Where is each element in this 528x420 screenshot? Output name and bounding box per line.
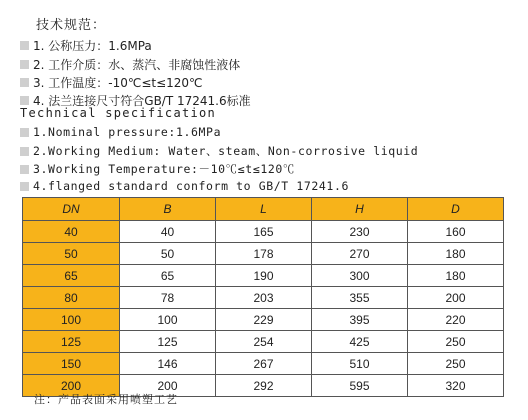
cell-d: 160 (408, 221, 504, 243)
bullet-square-icon (20, 165, 29, 174)
bullet-square-icon (20, 41, 29, 50)
spec-item-cn (20, 56, 240, 73)
spec-item-en (20, 161, 295, 177)
bullet-square-icon (20, 78, 29, 87)
spec-item-text: 3. 工作温度：-10℃≤t≤120℃ (33, 76, 203, 90)
cell-b: 50 (120, 243, 216, 265)
table-header-row (23, 198, 504, 221)
column-header-h: H (312, 198, 408, 221)
cell-dn: 65 (23, 265, 120, 287)
spec-item-en (20, 143, 418, 159)
footnote: 注：产品表面采用喷塑工艺 (34, 393, 178, 406)
cell-h: 300 (312, 265, 408, 287)
cell-l: 267 (216, 353, 312, 375)
table-row (23, 221, 504, 243)
cell-dn: 125 (23, 331, 120, 353)
cell-h: 355 (312, 287, 408, 309)
spec-item-text: 4. 法兰连接尺寸符合GB/T 17241.6标准 (33, 94, 251, 108)
cell-l: 165 (216, 221, 312, 243)
cell-l: 229 (216, 309, 312, 331)
spec-item-text: 1.Nominal pressure:1.6MPa (33, 125, 222, 139)
cell-h: 395 (312, 309, 408, 331)
cell-d: 250 (408, 331, 504, 353)
column-header-dn: DN (23, 198, 120, 221)
spec-item-en (20, 179, 349, 193)
spec-heading-en: Technical specification (20, 106, 217, 120)
spec-item-text: 2.Working Medium: Water、steam、Non-corrosive liquid (33, 144, 419, 158)
bullet-square-icon (20, 147, 29, 156)
table-row (23, 243, 504, 265)
cell-dn: 150 (23, 353, 120, 375)
dimension-table (22, 197, 504, 397)
cell-h: 230 (312, 221, 408, 243)
bullet-square-icon (20, 96, 29, 105)
column-header-l: L (216, 198, 312, 221)
table-row (23, 287, 504, 309)
bullet-square-icon (20, 60, 29, 69)
bullet-square-icon (20, 128, 29, 137)
cell-l: 292 (216, 375, 312, 397)
cell-h: 270 (312, 243, 408, 265)
table-row (23, 331, 504, 353)
cell-h: 595 (312, 375, 408, 397)
cell-d: 220 (408, 309, 504, 331)
cell-b: 146 (120, 353, 216, 375)
cell-l: 203 (216, 287, 312, 309)
spec-item-text: 3.Working Temperature:－10℃≤t≤120℃ (33, 162, 296, 176)
column-header-d: D (408, 198, 504, 221)
table-row (23, 309, 504, 331)
cell-b: 100 (120, 309, 216, 331)
spec-item-en (20, 125, 221, 139)
cell-d: 180 (408, 265, 504, 287)
column-header-b: B (120, 198, 216, 221)
table-row (23, 353, 504, 375)
cell-b: 200 (120, 375, 216, 397)
spec-item-cn (20, 37, 152, 54)
cell-d: 200 (408, 287, 504, 309)
spec-item-cn (20, 74, 203, 91)
cell-h: 510 (312, 353, 408, 375)
cell-dn: 50 (23, 243, 120, 265)
bullet-square-icon (20, 182, 29, 191)
cell-h: 425 (312, 331, 408, 353)
cell-b: 125 (120, 331, 216, 353)
spec-heading-cn: 技术规范： (36, 18, 107, 33)
cell-dn: 80 (23, 287, 120, 309)
cell-d: 320 (408, 375, 504, 397)
cell-b: 40 (120, 221, 216, 243)
cell-dn: 40 (23, 221, 120, 243)
cell-l: 254 (216, 331, 312, 353)
cell-l: 178 (216, 243, 312, 265)
cell-b: 65 (120, 265, 216, 287)
cell-d: 180 (408, 243, 504, 265)
spec-item-text: 2. 工作介质：水、蒸汽、非腐蚀性液体 (33, 58, 241, 72)
cell-d: 250 (408, 353, 504, 375)
cell-dn: 100 (23, 309, 120, 331)
cell-dn: 200 (23, 375, 120, 397)
cell-l: 190 (216, 265, 312, 287)
table-row (23, 265, 504, 287)
cell-b: 78 (120, 287, 216, 309)
spec-item-text: 1. 公称压力：1.6MPa (33, 39, 152, 53)
spec-item-text: 4.flanged standard conform to GB/T 17241.6 (33, 179, 349, 193)
